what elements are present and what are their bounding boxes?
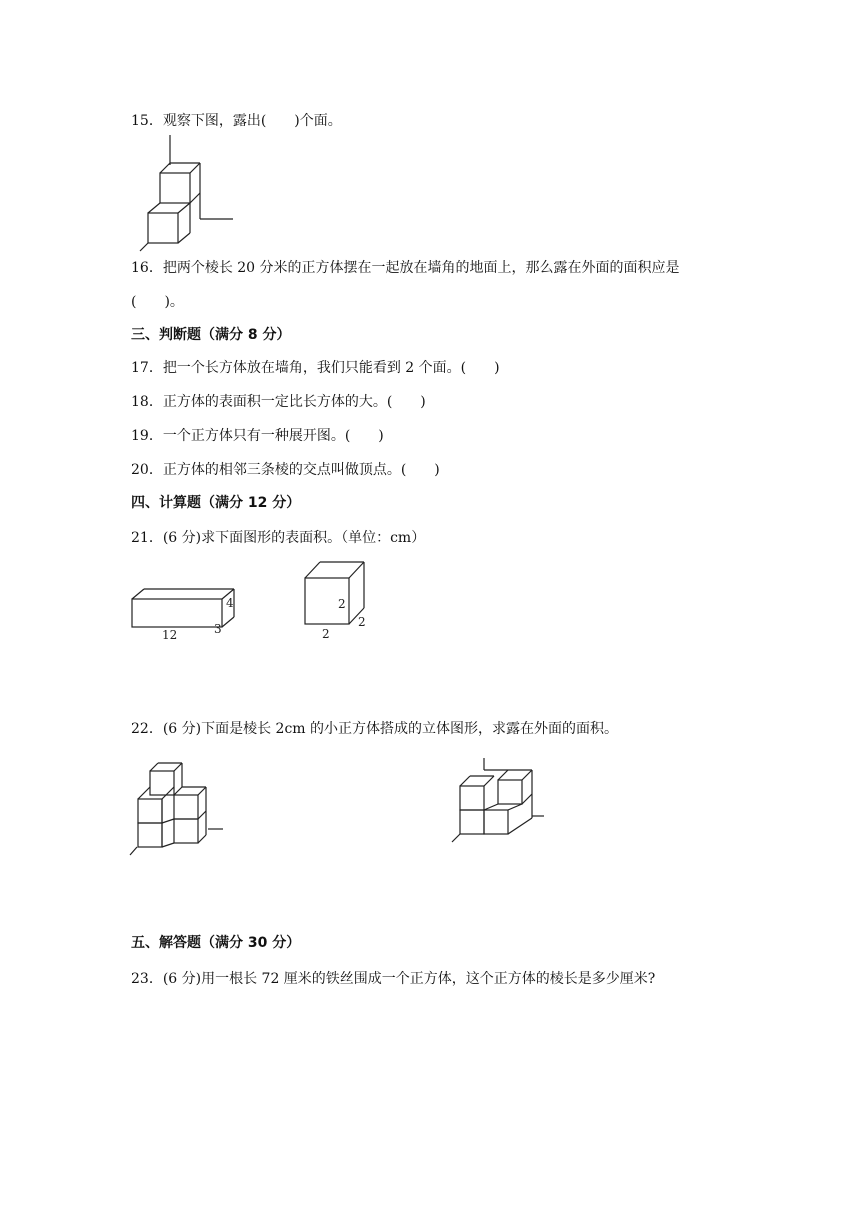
question-22: 22．(6 分)下面是棱长 2cm 的小正方体搭成的立体图形，求露在外面的面积。 <box>131 721 619 737</box>
question-23: 23．(6 分)用一根长 72 厘米的铁丝围成一个正方体，这个正方体的棱长是多少厘米? <box>131 971 656 987</box>
cube-front-label: 2 <box>338 597 346 611</box>
question-18: 18．正方体的表面积一定比长方体的大。( ) <box>131 394 426 410</box>
cuboid-width-label: 3 <box>214 622 222 636</box>
q22-right-structure-figure <box>450 758 550 848</box>
section-4-title: 四、计算题（满分 12 分） <box>131 495 301 511</box>
q21-cube-figure <box>300 558 380 640</box>
cuboid-height-label: 4 <box>226 596 234 610</box>
q21-cuboid-figure <box>130 585 250 645</box>
cube-side-label: 2 <box>358 615 366 629</box>
question-16-line1: 16．把两个棱长 20 分米的正方体摆在一起放在墙角的地面上，那么露在外面的面积应是 <box>131 260 680 276</box>
q22-left-structure-figure <box>128 755 228 860</box>
question-16-line2: ( )。 <box>131 294 184 310</box>
question-21: 21．(6 分)求下面图形的表面积。（单位：cm） <box>131 530 426 546</box>
question-17: 17．把一个长方体放在墙角，我们只能看到 2 个面。( ) <box>131 360 500 376</box>
question-20: 20．正方体的相邻三条棱的交点叫做顶点。( ) <box>131 462 440 478</box>
question-15: 15．观察下图，露出( )个面。 <box>131 113 342 129</box>
cube-bottom-label: 2 <box>322 627 330 641</box>
q15-stacked-cubes-figure <box>140 135 240 255</box>
cuboid-length-label: 12 <box>162 628 178 642</box>
section-3-title: 三、判断题（满分 8 分） <box>131 327 291 343</box>
question-19: 19．一个正方体只有一种展开图。( ) <box>131 428 384 444</box>
section-5-title: 五、解答题（满分 30 分） <box>131 935 301 951</box>
